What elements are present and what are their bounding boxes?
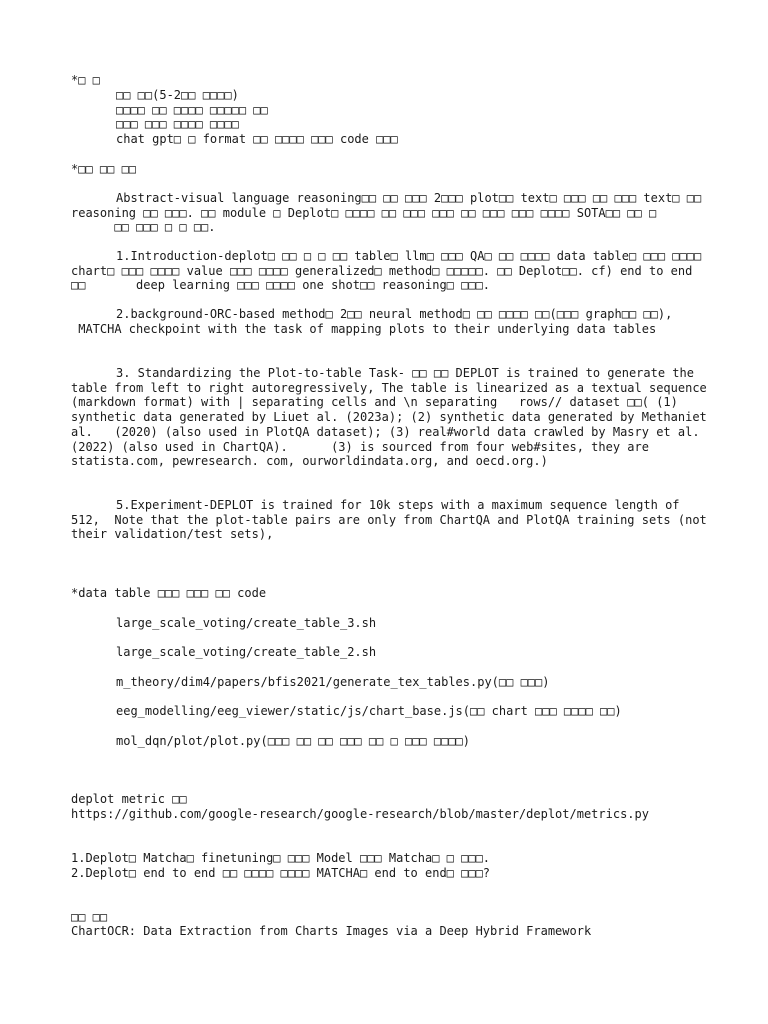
file-path: eeg_modelling/eeg_viewer/static/js/chart_base.js(□□ chart □□□ □□□□ □□) — [116, 704, 622, 718]
question-line: 1.Deplot□ Matcha□ finetuning□ □□□ Model □□□ Matcha□ □ □□□. — [71, 851, 491, 865]
metric-label: deplot metric □□ — [71, 792, 187, 806]
section1-line: chat gpt□ □ format □□ □□□□ □□□ code □□□ — [116, 132, 398, 146]
file-path: large_scale_voting/create_table_2.sh — [116, 645, 377, 659]
paragraph-background: 2.background-ORC-based method□ 2□□ neural method□ □□ □□□□ □□(□□□ graph□□ □□), MATCHA checkpoint with the task of mapping plots to their underlying data tables — [71, 307, 673, 336]
paragraph-experiment: 5.Experiment-DEPLOT is trained for 10k steps with a maximum sequence length of 512, Note that the plot-table pairs are only from ChartQA and PlotQA training sets (not their validation/test sets), — [71, 498, 707, 542]
section1-line: □□ □□(5-2□□ □□□□) — [116, 88, 239, 102]
related-label: □□ □□ — [71, 910, 108, 924]
file-path: large_scale_voting/create_table_3.sh — [116, 616, 377, 630]
file-path: mol_dqn/plot/plot.py(□□□ □□ □□ □□□ □□ □ □□□ □□□□) — [116, 734, 471, 748]
metric-url: https://github.com/google-research/google-research/blob/master/deplot/metrics.py — [71, 807, 649, 821]
section2-heading: *□□ □□ □□ — [71, 162, 137, 176]
file-path: m_theory/dim4/papers/bfis2021/generate_tex_tables.py(□□ □□□) — [116, 675, 550, 689]
paragraph-introduction: 1.Introduction-deplot□ □□ □ □ □□ table□ llm□ □□□ QA□ □□ □□□□ data table□ □□□ □□□□ chart□ □□□ □□□□ value □□□ □□□□ generalized□ method□ □□□□□. □□ Deplot□□. cf) end to end □□ deep learning □□□ □□□□ one shot□□ reasoning□ □□□. — [71, 249, 702, 293]
section3-heading: *data table □□□ □□□ □□ code — [71, 586, 267, 600]
question-line: 2.Deplot□ end to end □□ □□□□ □□□□ MATCHA□ end to end□ □□□? — [71, 866, 491, 880]
section1-line: □□□ □□□ □□□□ □□□□ — [116, 117, 239, 131]
related-title: ChartOCR: Data Extraction from Charts Images via a Deep Hybrid Framework — [71, 924, 592, 938]
paragraph-abstract: Abstract-visual language reasoning□□ □□ □□□ 2□□□ plot□□ text□ □□□ □□ □□□ text□ □□ reasoning □□ □□□. □□ module □ Deplot□ □□□□ □□ □□□ □□□ □□ □□□ □□□ □□□□ SOTA□□ □□ □ □□ □□□ □ □ □□. — [71, 191, 702, 235]
paragraph-standardizing: 3. Standardizing the Plot-to-table Task- □□ □□ DEPLOT is trained to generate the table from left to right autoregressively, The table is linearized as a textual sequence (markdown format) with | separating cells and \n separating rows// dataset □□( (1) synthetic data generated by Liuet al. (2023a); (2) synthetic data generated by Methaniet al. (2020) (also used in PlotQA dataset); (3) real#world data crawled by Masry et al. (2022) (also used in ChartQA). (3) is sourced from four web#sites, they are statista.com, pewresearch. com, ourworldindata.org, and oecd.org.) — [71, 366, 707, 469]
section1-line: □□□□ □□ □□□□ □□□□□ □□ — [116, 103, 268, 117]
section1-heading: *□ □ — [71, 73, 100, 87]
